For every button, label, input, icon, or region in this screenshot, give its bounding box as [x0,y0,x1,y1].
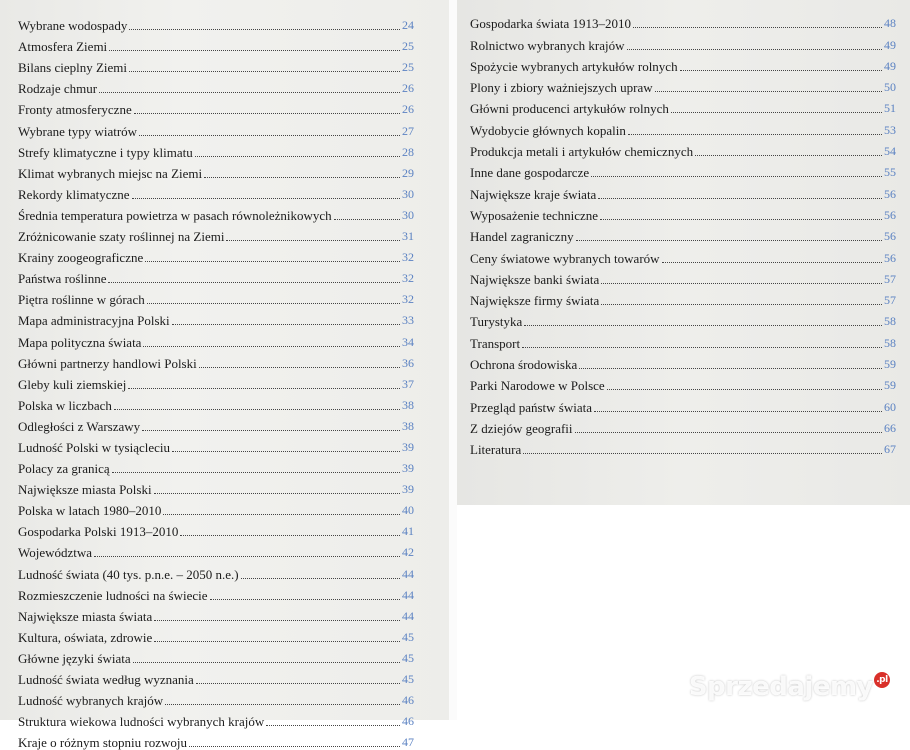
toc-entry-title: Największe firmy świata [470,293,600,309]
toc-dot-leader [94,556,400,557]
toc-entry-page-number: 38 [402,418,414,433]
toc-entry-page-number: 39 [402,439,414,454]
toc-entry-title: Z dziejów geografii [470,420,573,436]
toc-entry-page-number: 44 [402,587,414,602]
toc-dot-leader [601,283,882,284]
toc-entry-title: Rodzaje chmur [18,81,98,97]
toc-entry [18,265,414,286]
toc-entry-title: Ludność Polski w tysiącleciu [18,439,171,455]
toc-entry-page-number: 44 [402,566,414,581]
toc-dot-leader [576,240,882,241]
toc-dot-leader [112,472,400,473]
toc-dot-leader [114,409,400,410]
toc-dot-leader [163,514,400,515]
toc-dot-leader [662,262,882,263]
toc-dot-leader [147,303,400,304]
toc-entry [18,328,414,349]
toc-entry-title: Wydobycie głównych kopalin [470,122,626,138]
toc-dot-leader [108,282,400,283]
toc-dot-leader [600,219,882,220]
toc-entry [18,350,414,371]
toc-entry [18,75,414,96]
toc-entry-page-number: 27 [402,123,414,138]
toc-entry-title: Główni producenci artykułów rolnych [470,101,669,117]
toc-entry-page-number: 32 [402,250,414,265]
toc-dot-leader [133,662,400,663]
toc-entry-page-number: 30 [402,186,414,201]
toc-entry [18,455,414,476]
toc-entry-page-number: 45 [402,629,414,644]
toc-dot-leader [134,113,400,114]
toc-entry [470,116,896,137]
toc-entry-title: Największe miasta świata [18,608,153,624]
toc-entry-page-number: 56 [884,229,896,244]
toc-entry [18,603,414,624]
toc-entry-page-number: 57 [884,271,896,286]
toc-entry-title: Największe kraje świata [470,186,597,202]
toc-right-column [470,10,896,457]
toc-entry [18,518,414,539]
toc-dot-leader [241,578,400,579]
toc-dot-leader [226,240,400,241]
toc-entry-title: Kraje o różnym stopniu rozwoju [18,735,187,750]
toc-dot-leader [266,725,400,726]
toc-dot-leader [575,432,882,433]
toc-entry-page-number: 32 [402,292,414,307]
toc-dot-leader [128,388,400,389]
toc-entry-page-number: 25 [402,39,414,54]
toc-dot-leader [210,599,400,600]
toc-dot-leader [671,112,882,113]
toc-entry [18,645,414,666]
toc-entry-title: Ochrona środowiska [470,357,578,373]
toc-entry [470,180,896,201]
toc-entry-page-number: 42 [402,545,414,560]
toc-entry-title: Fronty atmosferyczne [18,102,132,118]
toc-left-column [18,12,414,750]
toc-dot-leader [172,324,400,325]
toc-entry [470,10,896,31]
toc-entry [18,666,414,687]
toc-entry-title: Literatura [470,442,522,458]
toc-entry-page-number: 60 [884,399,896,414]
toc-dot-leader [695,155,882,156]
toc-entry [470,393,896,414]
toc-entry [470,53,896,74]
toc-entry-page-number: 36 [402,355,414,370]
toc-entry-page-number: 45 [402,672,414,686]
toc-dot-leader [172,451,400,452]
toc-dot-leader [139,135,400,136]
toc-entry [18,434,414,455]
toc-entry-page-number: 39 [402,461,414,476]
toc-entry-page-number: 56 [884,207,896,222]
toc-entry [18,12,414,33]
toc-entry-page-number: 49 [884,37,896,52]
toc-entry-page-number: 25 [402,60,414,75]
toc-dot-leader [142,430,400,431]
toc-entry-page-number: 66 [884,420,896,435]
toc-dot-leader [154,641,400,642]
watermark-badge: .pl [874,672,890,688]
toc-entry-title: Główne języki świata [18,650,131,666]
toc-entry [18,307,414,328]
toc-entry-page-number: 38 [402,397,414,412]
toc-entry [470,372,896,393]
toc-entry-title: Zróżnicowanie szaty roślinnej na Ziemi [18,229,225,245]
toc-entry [18,139,414,160]
toc-entry-title: Produkcja metali i artykułów chemicznych [470,144,694,160]
toc-entry-page-number: 46 [402,693,414,708]
toc-entry [18,392,414,413]
toc-entry-title: Klimat wybranych miejsc na Ziemi [18,165,203,181]
toc-dot-leader [165,704,400,705]
toc-entry-title: Mapa administracyjna Polski [18,313,170,329]
toc-dot-leader [607,389,882,390]
toc-entry-title: Gleby kuli ziemskiej [18,376,127,392]
toc-dot-leader [132,198,400,199]
toc-entry [18,476,414,497]
toc-entry-title: Parki Narodowe w Polsce [470,378,605,394]
toc-entry-page-number: 39 [402,482,414,497]
toc-dot-leader [154,620,400,621]
toc-entry-page-number: 67 [884,442,896,457]
toc-entry-title: Ceny światowe wybranych towarów [470,250,660,266]
toc-entry-page-number: 51 [884,101,896,116]
toc-entry-page-number: 41 [402,524,414,539]
toc-entry-title: Polacy za granicą [18,461,110,477]
toc-entry-title: Wybrane wodospady [18,18,128,34]
toc-entry [18,687,414,708]
toc-dot-leader [129,71,400,72]
toc-entry-page-number: 24 [402,18,414,33]
toc-entry [18,413,414,434]
toc-dot-leader [145,261,400,262]
toc-entry-title: Atmosfera Ziemi [18,39,108,55]
toc-dot-leader [633,27,882,28]
toc-entry-page-number: 40 [402,503,414,518]
toc-dot-leader [680,70,882,71]
toc-entry-page-number: 58 [884,314,896,329]
toc-entry-title: Największe banki świata [470,271,600,287]
toc-dot-leader [601,304,882,305]
toc-entry-page-number: 50 [884,80,896,95]
toc-entry-page-number: 26 [402,81,414,96]
toc-entry [470,244,896,265]
toc-entry [18,286,414,307]
toc-entry [470,159,896,180]
toc-entry [470,138,896,159]
toc-dot-leader [334,219,400,220]
toc-entry-title: Ludność wybranych krajów [18,693,164,709]
watermark-text: Sprzedajemy [688,672,873,702]
toc-entry [18,181,414,202]
toc-entry-title: Średnia temperatura powietrza w pasach równoleżnikowych [18,207,332,223]
toc-dot-leader [598,198,882,199]
toc-entry [470,266,896,287]
toc-dot-leader [199,367,400,368]
toc-dot-leader [180,535,400,536]
toc-entry-title: Inne dane gospodarcze [470,165,590,181]
toc-entry-page-number: 29 [402,165,414,180]
toc-entry-title: Wybrane typy wiatrów [18,123,138,139]
toc-entry-title: Gospodarka Polski 1913–2010 [18,524,179,540]
toc-entry-page-number: 46 [402,714,414,729]
toc-entry [18,539,414,560]
toc-dot-leader [99,92,400,93]
toc-entry-title: Polska w latach 1980–2010 [18,503,162,519]
toc-entry-title: Plony i zbiory ważniejszych upraw [470,80,653,96]
toc-dot-leader [524,325,882,326]
toc-entry-title: Rekordy klimatyczne [18,186,130,202]
page-gap [449,0,457,720]
toc-dot-leader [109,50,400,51]
toc-entry-page-number: 58 [884,335,896,350]
toc-entry-page-number: 56 [884,186,896,201]
toc-dot-leader [579,368,882,369]
toc-entry-page-number: 30 [402,207,414,222]
toc-entry-title: Handel zagraniczny [470,229,574,245]
watermark-logo [689,672,890,702]
toc-dot-leader [204,177,400,178]
toc-entry-title: Rozmieszczenie ludności na świecie [18,587,208,603]
toc-entry [18,624,414,645]
toc-entry [18,708,414,729]
toc-entry-page-number: 53 [884,122,896,137]
toc-entry-page-number: 59 [884,378,896,393]
toc-entry [470,436,896,457]
toc-entry-title: Ludność świata według wyznania [18,672,194,687]
toc-entry [18,371,414,392]
toc-entry-title: Strefy klimatyczne i typy klimatu [18,144,193,160]
toc-dot-leader [189,746,400,747]
toc-entry-title: Gospodarka świata 1913–2010 [470,16,632,32]
toc-dot-leader [591,176,882,177]
toc-entry [470,415,896,436]
toc-entry-title: Krainy zoogeograficzne [18,250,144,266]
toc-entry-title: Struktura wiekowa ludności wybranych krajów [18,714,265,730]
toc-entry [470,223,896,244]
toc-entry [470,308,896,329]
toc-entry-title: Turystyka [470,314,523,330]
toc-entry-title: Państwa roślinne [18,271,107,287]
toc-entry-title: Spożycie wybranych artykułów rolnych [470,58,678,74]
toc-dot-leader [594,411,882,412]
toc-entry-title: Piętra roślinne w górach [18,292,145,308]
toc-entry-page-number: 33 [402,313,414,328]
toc-entry [18,96,414,117]
toc-entry-page-number: 49 [884,58,896,73]
toc-entry-title: Województwa [18,545,93,561]
toc-entry [18,33,414,54]
toc-dot-leader [195,156,400,157]
toc-dot-leader [522,347,882,348]
toc-entry [18,497,414,518]
toc-dot-leader [143,346,400,347]
toc-entry-title: Mapa polityczna świata [18,334,142,350]
toc-entry-page-number: 45 [402,650,414,665]
toc-entry [470,31,896,52]
toc-entry-title: Polska w liczbach [18,397,112,413]
toc-entry [18,54,414,75]
toc-entry-page-number: 47 [402,735,414,750]
toc-entry-title: Największe miasta Polski [18,482,152,498]
toc-entry [470,202,896,223]
toc-entry-page-number: 34 [402,334,414,349]
toc-entry [470,74,896,95]
toc-entry-title: Wyposażenie techniczne [470,207,599,223]
toc-entry-page-number: 56 [884,250,896,265]
toc-entry-page-number: 31 [402,229,414,244]
toc-entry [18,160,414,181]
toc-entry-title: Ludność świata (40 tys. p.n.e. – 2050 n.e.) [18,566,239,582]
toc-entry [18,223,414,244]
toc-entry [470,95,896,116]
toc-entry [18,202,414,223]
toc-entry-title: Rolnictwo wybranych krajów [470,37,625,53]
toc-entry-title: Bilans cieplny Ziemi [18,60,128,76]
toc-entry [470,351,896,372]
toc-dot-leader [627,49,882,50]
toc-entry [18,244,414,265]
toc-entry-page-number: 28 [402,144,414,159]
toc-entry-page-number: 48 [884,16,896,31]
toc-entry [18,582,414,603]
toc-entry-title: Odległości z Warszawy [18,418,141,434]
toc-entry-page-number: 57 [884,293,896,308]
toc-entry-page-number: 55 [884,165,896,180]
toc-entry-page-number: 32 [402,271,414,286]
toc-entry-title: Główni partnerzy handlowi Polski [18,355,197,371]
toc-entry-page-number: 26 [402,102,414,117]
toc-entry-title: Przegląd państw świata [470,399,593,415]
toc-entry [470,329,896,350]
toc-dot-leader [523,453,882,454]
toc-dot-leader [196,683,400,684]
toc-entry-title: Transport [470,335,521,351]
toc-dot-leader [154,493,400,494]
toc-entry-page-number: 44 [402,608,414,623]
toc-entry-page-number: 59 [884,357,896,372]
toc-entry-page-number: 54 [884,144,896,159]
toc-dot-leader [129,29,400,30]
toc-entry [18,560,414,581]
toc-entry [470,287,896,308]
toc-entry-title: Kultura, oświata, zdrowie [18,629,153,645]
toc-entry-page-number: 37 [402,376,414,391]
toc-entry [18,729,414,750]
toc-entry [18,117,414,138]
toc-dot-leader [628,134,882,135]
toc-dot-leader [655,91,882,92]
